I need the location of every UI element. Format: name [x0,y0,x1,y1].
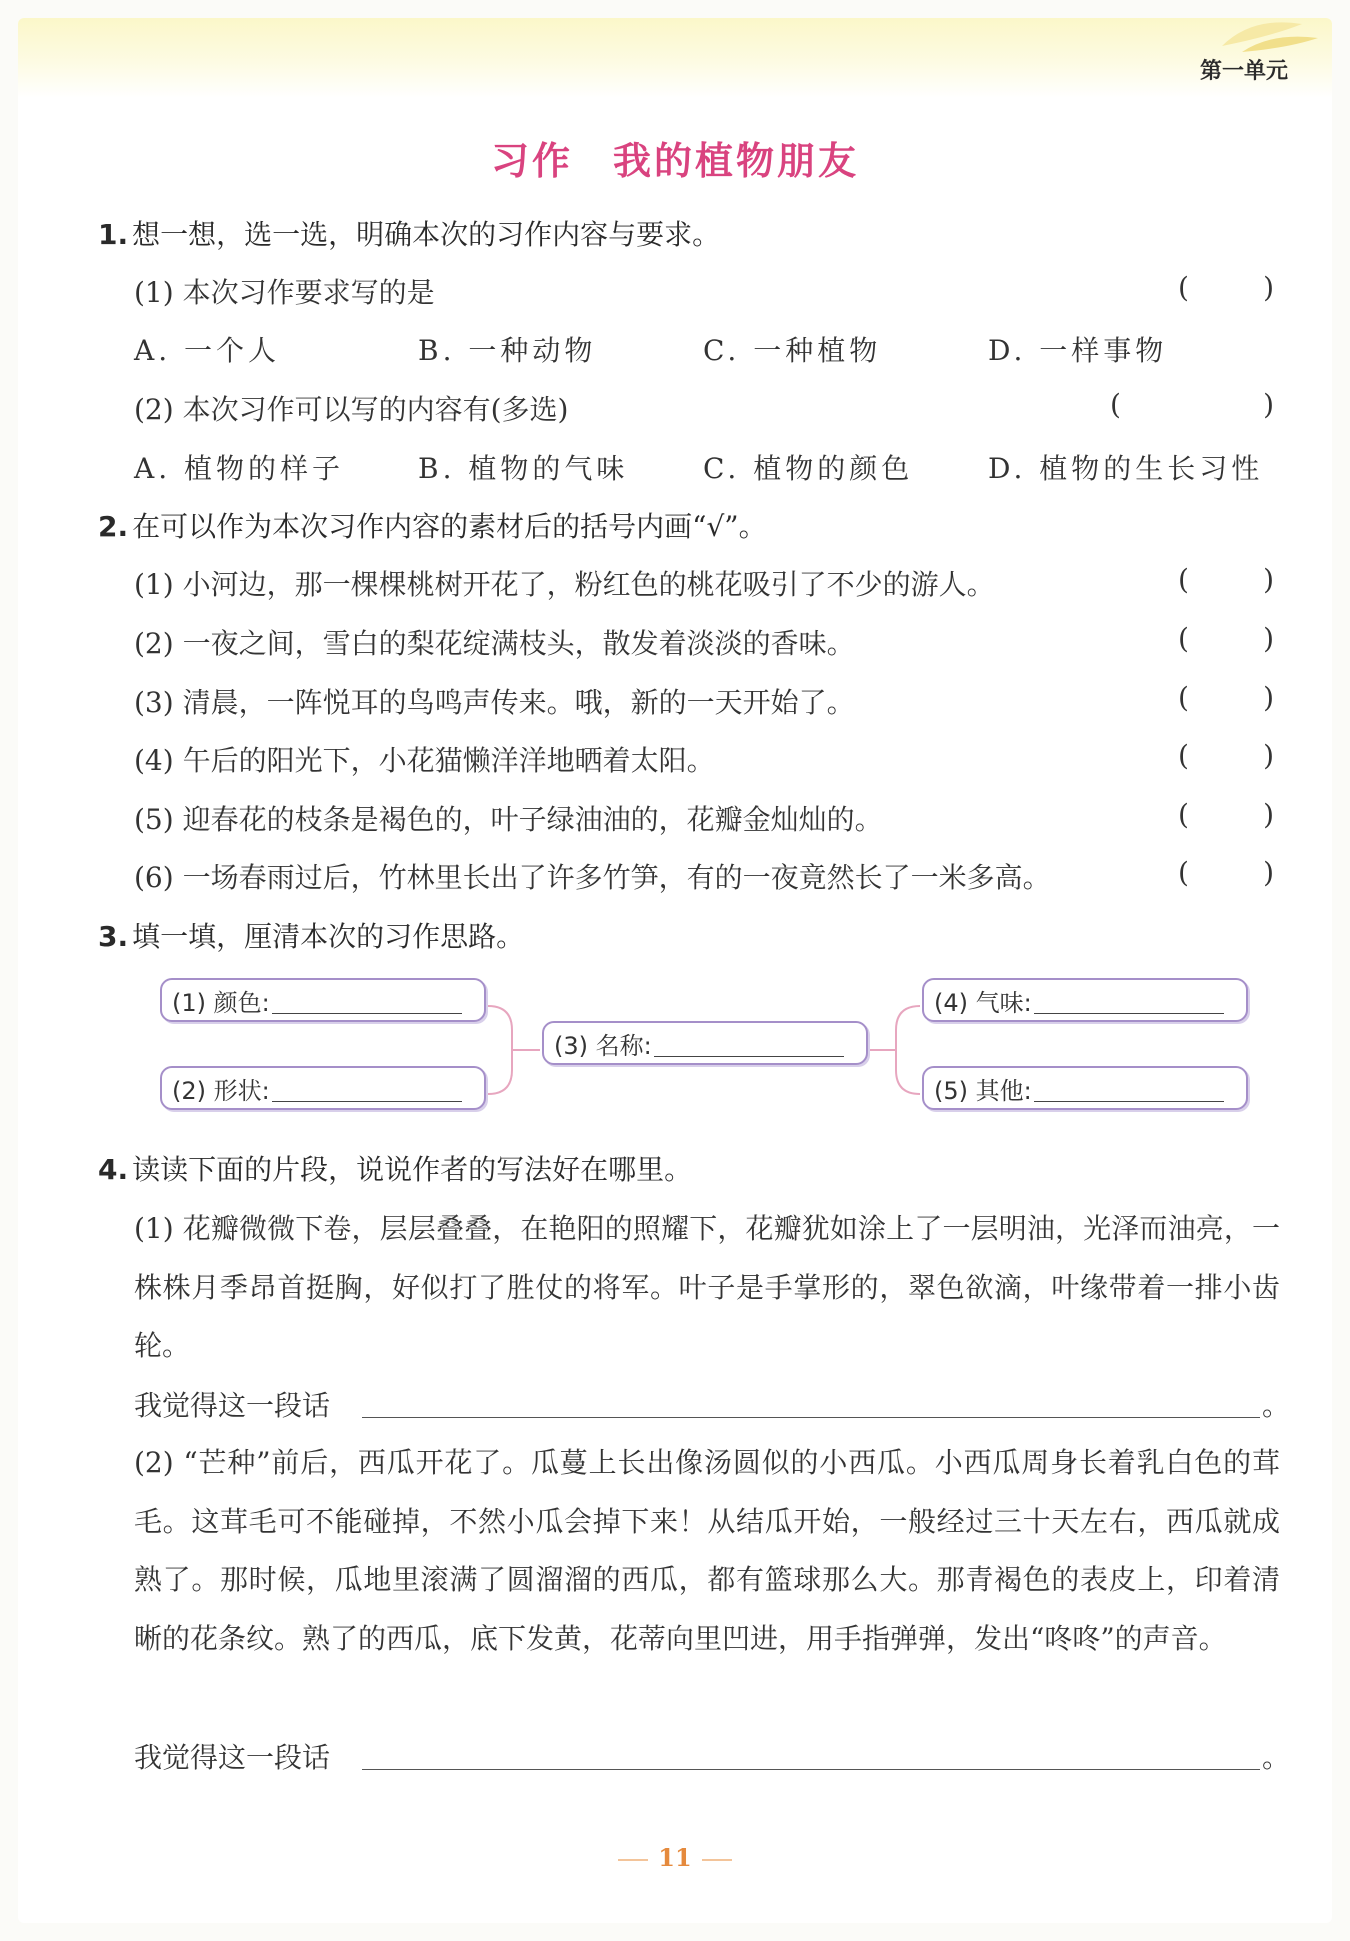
q1-sub1-text: (1) 本次习作要求写的是 [134,276,435,309]
mindmap-box-other[interactable]: (5) 其他: [922,1066,1248,1110]
question-1: 1. 想一想，选一选，明确本次的习作内容与要求。 [98,218,721,251]
q1-sub2-option-a: A. 植物的样子 [134,452,345,485]
q2-item: (6) 一场春雨过后，竹林里长出了许多竹笋，有的一夜竟然长了一米多高。 [134,861,1051,894]
period: 。 [1262,1741,1291,1774]
q1-sub2-option-b: B. 植物的气味 [418,452,629,485]
q2-item: (5) 迎春花的枝条是褐色的，叶子绿油油的，花瓣金灿灿的。 [134,803,883,836]
answer-paren[interactable]: ( ) [1110,388,1274,421]
excerpt-paragraph-1: (1) 花瓣微微下卷，层层叠叠，在艳阳的照耀下，花瓣犹如涂上了一层明油，光泽而油亮，一株株月季昂首挺胸，好似打了胜仗的将军。叶子是手掌形的，翠色欲滴，叶缘带着一排小齿轮。 [134,1212,1280,1362]
answer-prompt: 我觉得这一段话 [134,1741,331,1774]
period: 。 [1262,1389,1291,1422]
question-2: 2. 在可以作为本次习作内容的素材后的括号内画“√”。 [98,510,767,543]
answer-line[interactable] [362,1768,1260,1770]
answer-paren[interactable]: ( ) [1178,681,1274,714]
q1-sub1-option-a: A. 一个人 [134,334,281,367]
answer-prompt: 我觉得这一段话 [134,1389,331,1422]
mindmap-box-color[interactable]: (1) 颜色: [160,978,486,1022]
answer-paren[interactable]: ( ) [1178,271,1274,304]
mindmap-box-shape[interactable]: (2) 形状: [160,1066,486,1110]
answer-paren[interactable]: ( ) [1178,622,1274,655]
q1-sub2-option-d: D. 植物的生长习性 [988,452,1264,485]
page-number: 11 [0,1843,1350,1872]
fill-blank[interactable] [272,987,462,1014]
q1-sub1-option-b: B. 一种动物 [418,334,597,367]
title-part1: 习作 [490,139,573,183]
excerpt-paragraph-2: (2) “芒种”前后，西瓜开花了。瓜蔓上长出像汤圆似的小西瓜。小西瓜周身长着乳白色的茸毛。这茸毛可不能碰掉，不然小瓜会掉下来！从结瓜开始，一般经过三十天左右，西瓜就成熟了。那时候，瓜地里滚满了圆溜溜的西瓜，都有篮球那么大。那青褐色的表皮上，印着清晰的花条纹。熟了的西瓜，底下发黄，花蒂向里凹进，用手指弹弹，发出“咚咚”的声音。 [134,1446,1280,1655]
answer-paren[interactable]: ( ) [1178,798,1274,831]
q1-sub2-option-c: C. 植物的颜色 [703,452,914,485]
q2-item: (3) 清晨，一阵悦耳的鸟鸣声传来。哦，新的一天开始了。 [134,686,855,719]
answer-line[interactable] [362,1416,1260,1418]
unit-label: 第一单元 [1199,59,1288,84]
q2-item: (2) 一夜之间，雪白的梨花绽满枝头，散发着淡淡的香味。 [134,627,855,660]
question-3: 3. 填一填，厘清本次的习作思路。 [98,920,525,953]
title-part2: 我的植物朋友 [613,139,860,183]
q1-sub1-option-d: D. 一样事物 [988,334,1168,367]
q2-item: (1) 小河边，那一棵棵桃树开花了，粉红色的桃花吸引了不少的游人。 [134,568,995,601]
mindmap-box-name[interactable]: (3) 名称: [542,1021,868,1065]
fill-blank[interactable] [1034,1075,1224,1102]
q1-sub1-option-c: C. 一种植物 [703,334,882,367]
answer-paren[interactable]: ( ) [1178,563,1274,596]
fill-blank[interactable] [654,1030,844,1057]
q1-sub2-text: (2) 本次习作可以写的内容有(多选) [134,393,569,426]
fill-blank[interactable] [1034,987,1224,1014]
question-4: 4. 读读下面的片段，说说作者的写法好在哪里。 [98,1153,693,1186]
answer-paren[interactable]: ( ) [1178,739,1274,772]
mindmap-box-smell[interactable]: (4) 气味: [922,978,1248,1022]
q2-item: (4) 午后的阳光下，小花猫懒洋洋地晒着太阳。 [134,744,715,777]
answer-paren[interactable]: ( ) [1178,856,1274,889]
fill-blank[interactable] [272,1075,462,1102]
